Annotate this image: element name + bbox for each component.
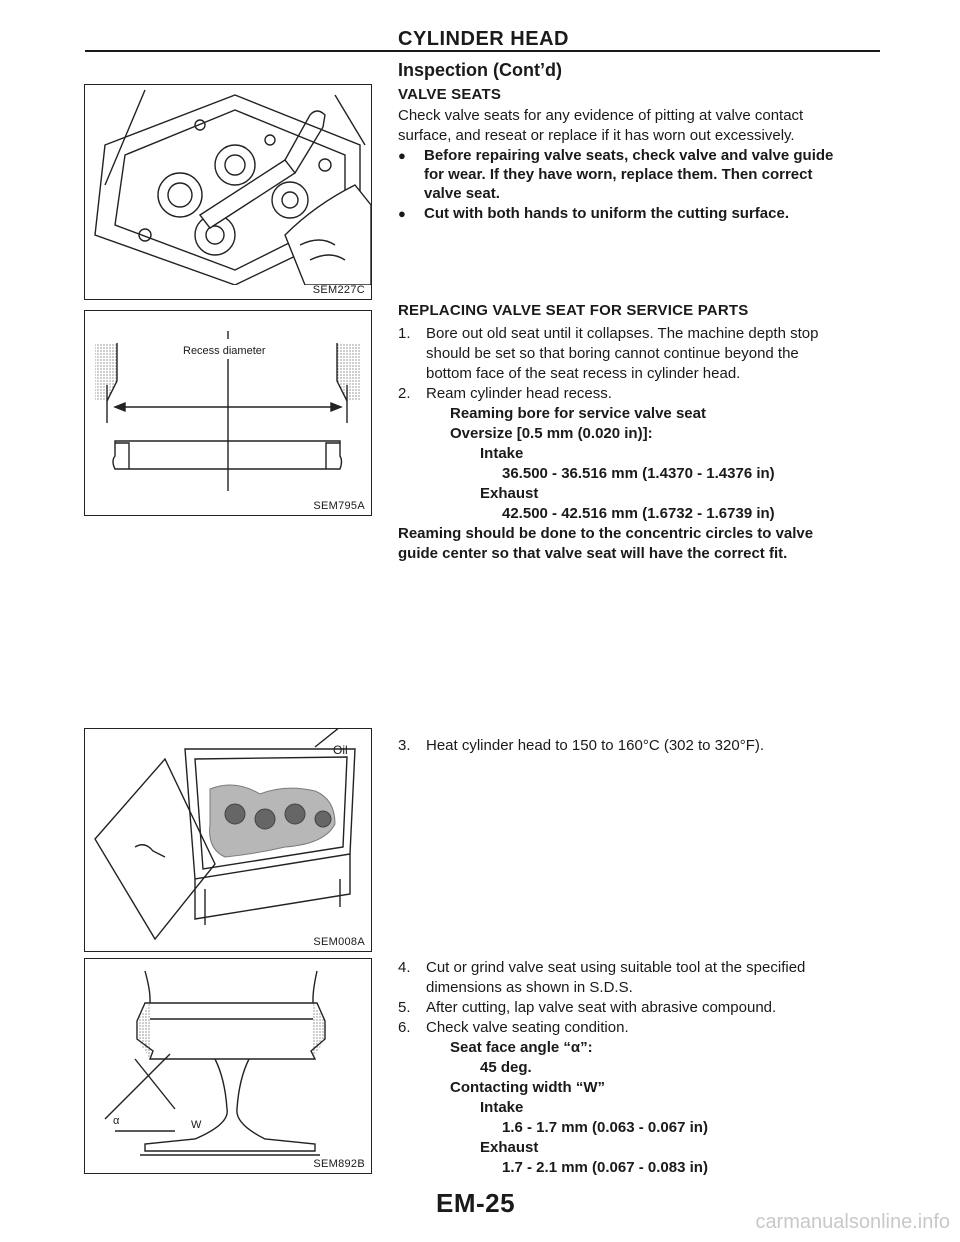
step-3: [398, 736, 880, 756]
figure-sem892b: [84, 958, 372, 1174]
header-rule: [85, 50, 880, 52]
seat-face-angle-label: Seat face angle “α”:: [450, 1039, 593, 1056]
step-5: [398, 998, 880, 1018]
valve-seat-angle-diagram: [85, 959, 371, 1173]
page-number: EM-25: [436, 1188, 516, 1218]
w-symbol: W: [191, 1119, 202, 1131]
intake-label: Intake: [480, 445, 524, 462]
oil-callout: Oil: [333, 743, 348, 757]
step-number: 6.: [398, 1019, 411, 1036]
step-line: Check valve seating condition.: [426, 1019, 629, 1036]
step-number: 5.: [398, 999, 411, 1016]
bullet-line: for wear. If they have worn, replace them. Then correct: [424, 166, 813, 183]
figure-sem795a: [84, 310, 372, 516]
reaming-note-line: Reaming should be done to the concentric circles to valve: [398, 525, 814, 542]
reaming-note-line: guide center so that valve seat will have the correct fit.: [398, 545, 788, 562]
step-line: After cutting, lap valve seat with abrasive compound.: [426, 999, 777, 1016]
watermark: carmanualsonline.info: [755, 1211, 950, 1233]
exhaust-value: 1.7 - 2.1 mm (0.067 - 0.083 in): [502, 1159, 708, 1176]
step-line: Cut or grind valve seat using suitable tool at the specified: [426, 959, 806, 976]
intake-value: 36.500 - 36.516 mm (1.4370 - 1.4376 in): [502, 465, 775, 482]
figure-label: SEM227C: [312, 284, 365, 296]
oil-bath-illustration: [85, 729, 371, 951]
paragraph-line: Check valve seats for any evidence of pitting at valve contact: [398, 107, 804, 124]
bullet-line: valve seat.: [424, 185, 500, 202]
step-number: 1.: [398, 325, 411, 342]
alpha-symbol: α: [113, 1115, 120, 1127]
bullet-item: [398, 146, 880, 203]
section-title: Inspection (Cont’d): [398, 60, 562, 80]
step-line: Ream cylinder head recess.: [426, 385, 612, 402]
valve-seats-paragraph: [398, 106, 880, 146]
recess-diameter-diagram: [85, 311, 371, 515]
steps-4-to-6: [398, 958, 880, 1178]
figure-sem227c: [84, 84, 372, 300]
intake-value: 1.6 - 1.7 mm (0.063 - 0.067 in): [502, 1119, 708, 1136]
step-line: bottom face of the seat recess in cylinder head.: [426, 365, 741, 382]
contacting-width-label: Contacting width “W”: [450, 1079, 605, 1096]
step-line: dimensions as shown in S.D.S.: [426, 979, 633, 996]
step-number: 3.: [398, 737, 411, 754]
bullet-line: Cut with both hands to uniform the cutting surface.: [424, 205, 789, 222]
recess-diameter-callout: Recess diameter: [183, 345, 266, 357]
figure-label: SEM795A: [313, 500, 365, 512]
figure-sem008a: [84, 728, 372, 952]
replacing-step-1: [398, 324, 880, 564]
valve-seats-bullets: [398, 146, 880, 223]
step-6: [398, 1018, 880, 1038]
bullet-line: Before repairing valve seats, check valve and valve guide: [424, 147, 834, 164]
valve-seats-heading: VALVE SEATS: [398, 86, 502, 103]
step-4: [398, 958, 880, 998]
exhaust-label: Exhaust: [480, 1139, 539, 1156]
reaming-spec-title: Reaming bore for service valve seat: [450, 405, 706, 422]
figure-label: SEM892B: [313, 1158, 365, 1170]
step-number: 4.: [398, 959, 411, 976]
step-line: Heat cylinder head to 150 to 160°C (302 to 320°F).: [426, 737, 765, 754]
step-line: Bore out old seat until it collapses. The machine depth stop: [426, 325, 819, 342]
page-header-title: CYLINDER HEAD: [398, 28, 569, 50]
exhaust-value: 42.500 - 42.516 mm (1.6732 - 1.6739 in): [502, 505, 775, 522]
figure-label: SEM008A: [313, 936, 365, 948]
bullet-icon: ●: [398, 148, 406, 163]
step-number: 2.: [398, 385, 411, 402]
intake-label: Intake: [480, 1099, 524, 1116]
paragraph-line: surface, and reseat or replace if it has worn out excessively.: [398, 127, 795, 144]
seat-face-angle-value: 45 deg.: [480, 1059, 532, 1076]
replacing-step-2: [398, 384, 880, 404]
bullet-icon: ●: [398, 206, 406, 221]
bullet-item: [398, 204, 880, 223]
step-line: should be set so that boring cannot continue beyond the: [426, 345, 799, 362]
replacing-heading: REPLACING VALVE SEAT FOR SERVICE PARTS: [398, 302, 749, 319]
cylinder-head-tool-illustration: [85, 85, 371, 285]
exhaust-label: Exhaust: [480, 485, 539, 502]
oversize-label: Oversize [0.5 mm (0.020 in)]:: [450, 425, 653, 442]
